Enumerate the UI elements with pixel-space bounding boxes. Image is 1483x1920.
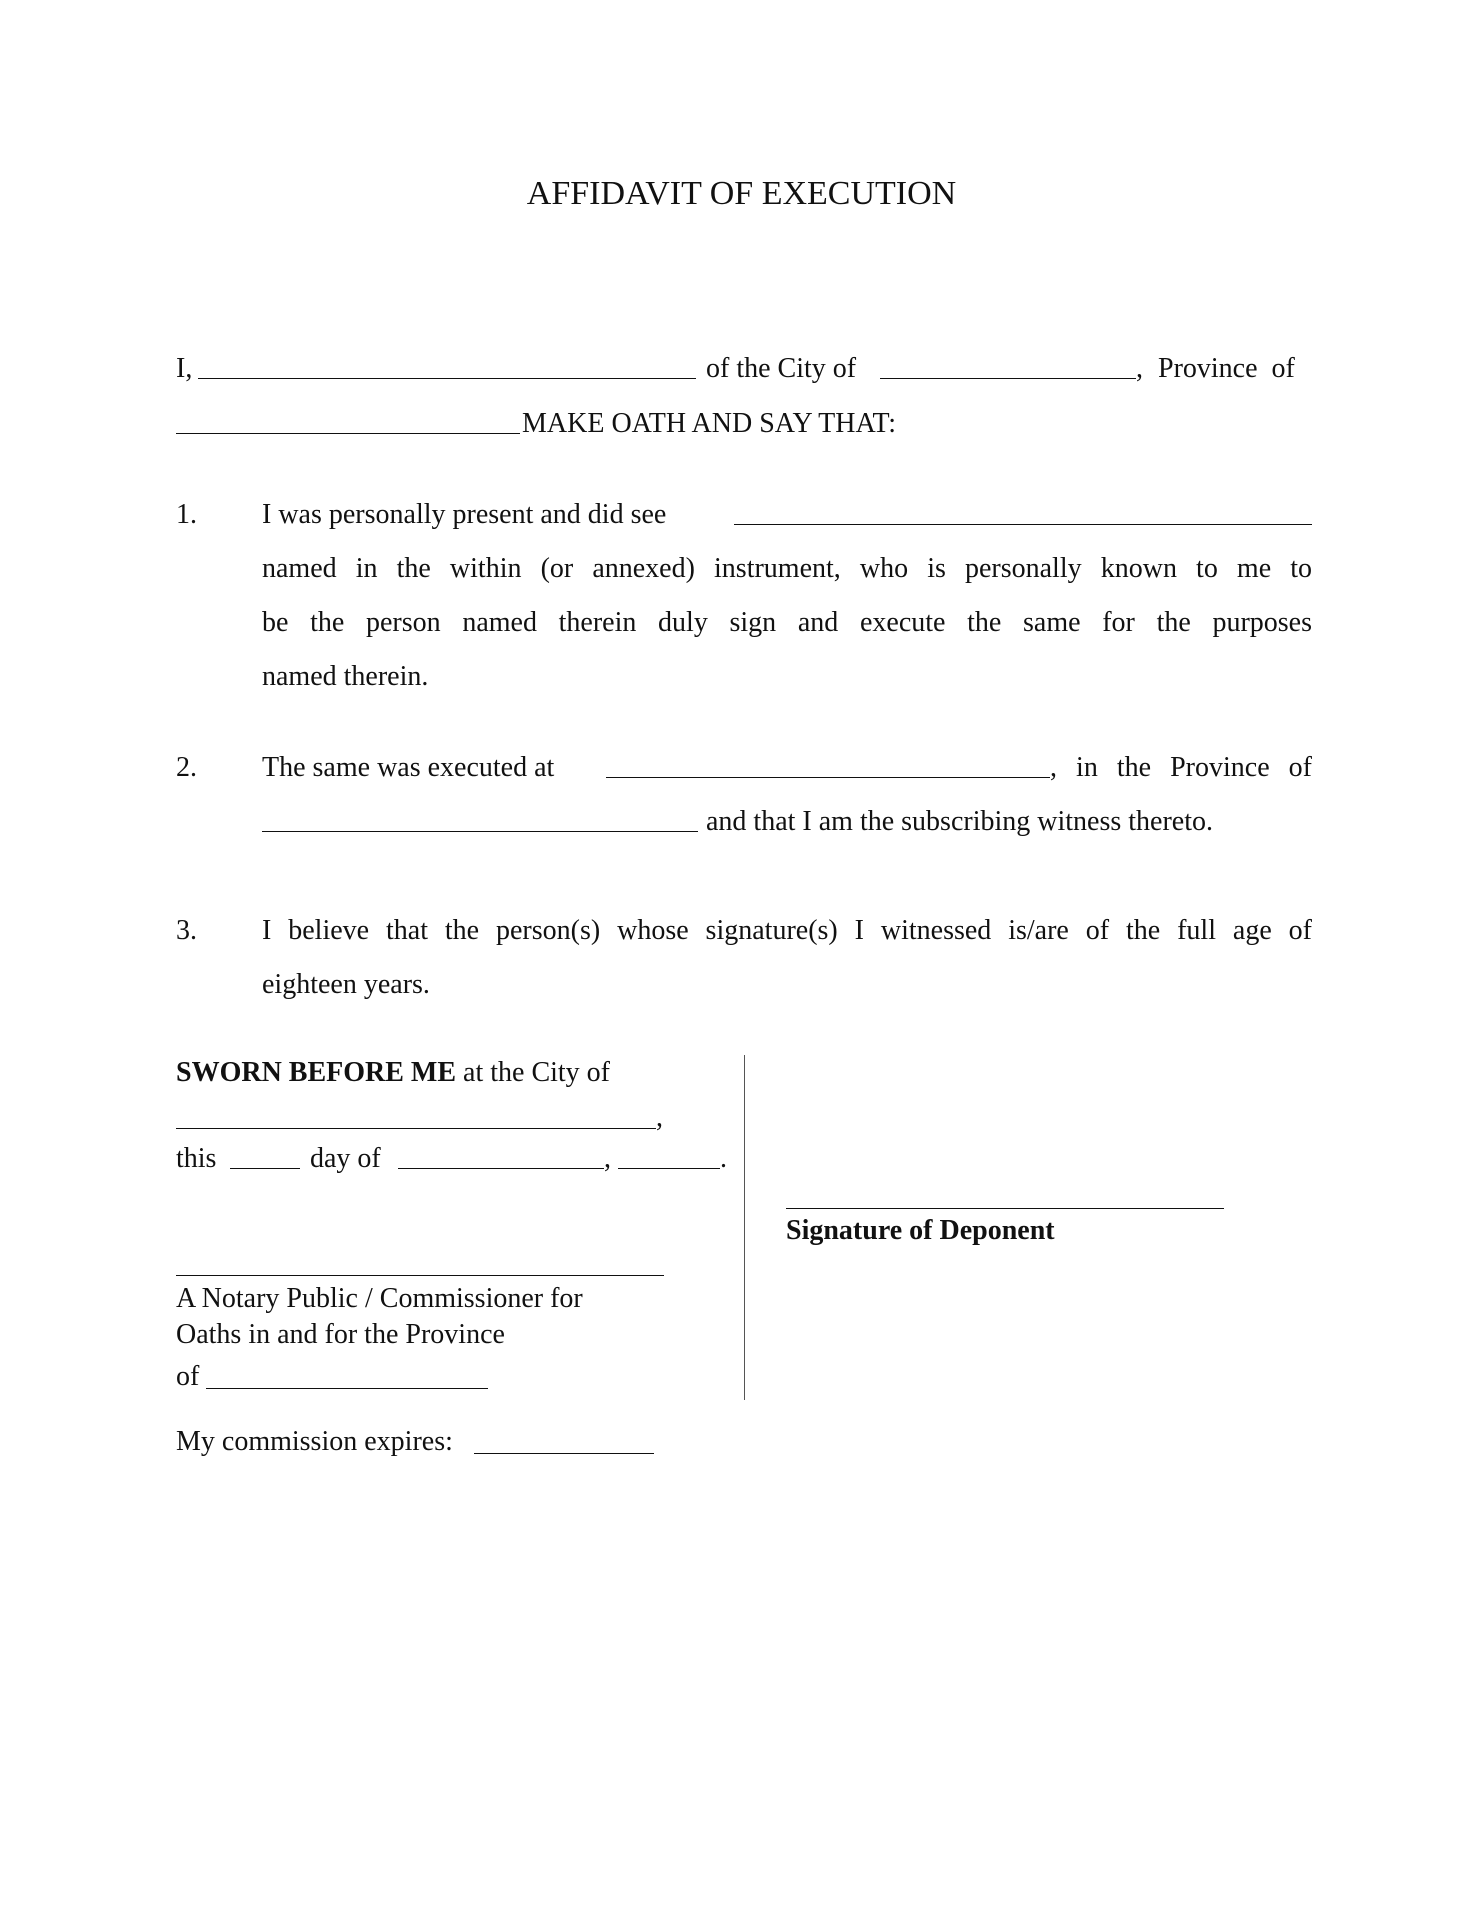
paragraph-3-line1: I believe that the person(s) whose signature(s) I witnessed is/are of the full age of: [262, 915, 1312, 946]
make-oath-heading: MAKE OATH AND SAY THAT:: [522, 408, 897, 439]
paragraph-2-line1: The same was executed at: [262, 752, 555, 783]
paragraph-1-line2: named in the within (or annexed) instrument, who is personally known to me to: [262, 553, 1312, 584]
sworn-at-city: at the City of: [456, 1057, 611, 1088]
paragraph-2-number: 2.: [176, 752, 197, 783]
paragraph-3-number: 3.: [176, 915, 197, 946]
notary-province-blank[interactable]: [206, 1388, 488, 1389]
sworn-before-me-label: SWORN BEFORE ME: [176, 1057, 457, 1088]
notary-title-line1: A Notary Public / Commissioner for: [176, 1283, 583, 1314]
notary-signature-line[interactable]: [176, 1275, 664, 1276]
signature-of-deponent-label: Signature of Deponent: [786, 1215, 1055, 1246]
jurat-day-blank[interactable]: [230, 1168, 300, 1169]
paragraph-2-line2: and that I am the subscribing witness thereto.: [706, 806, 1213, 837]
commission-expires-label: My commission expires:: [176, 1426, 453, 1457]
commission-expires-blank[interactable]: [474, 1453, 654, 1454]
jurat-this: this: [176, 1143, 217, 1174]
paragraph-1-line4: named therein.: [262, 661, 429, 692]
page-title: AFFIDAVIT OF EXECUTION: [526, 175, 957, 212]
column-divider: [744, 1055, 745, 1400]
intro-province-of: Province of: [1158, 353, 1295, 384]
notary-title-line2: Oaths in and for the Province: [176, 1319, 505, 1350]
paragraph-1-line1: I was personally present and did see: [262, 499, 667, 530]
paragraph-3-line2: eighteen years.: [262, 969, 430, 1000]
deponent-name-blank[interactable]: [198, 378, 696, 379]
jurat-year-blank[interactable]: [618, 1168, 720, 1169]
execution-province-blank[interactable]: [262, 831, 698, 832]
sworn-city-comma: ,: [656, 1102, 663, 1133]
paragraph-1-line3: be the person named therein duly sign and execute the same for the purposes: [262, 607, 1312, 638]
paragraph-2-line1-end: , in the Province of: [1050, 752, 1312, 783]
intro-of-city: of the City of: [706, 353, 857, 384]
jurat-comma: ,: [604, 1143, 611, 1174]
intro-i: I,: [176, 353, 193, 384]
jurat-day-of: day of: [310, 1143, 381, 1174]
execution-place-blank[interactable]: [606, 777, 1050, 778]
jurat-month-blank[interactable]: [398, 1168, 604, 1169]
executor-name-blank[interactable]: [734, 524, 1312, 525]
intro-comma: ,: [1136, 353, 1143, 384]
paragraph-1-number: 1.: [176, 499, 197, 530]
sworn-city-blank[interactable]: [176, 1128, 656, 1129]
jurat-period: .: [720, 1143, 727, 1174]
deponent-signature-line[interactable]: [786, 1208, 1224, 1209]
deponent-city-blank[interactable]: [880, 378, 1136, 379]
notary-of: of: [176, 1361, 200, 1392]
deponent-province-blank[interactable]: [176, 433, 520, 434]
sworn-before-me: [176, 1059, 610, 1087]
